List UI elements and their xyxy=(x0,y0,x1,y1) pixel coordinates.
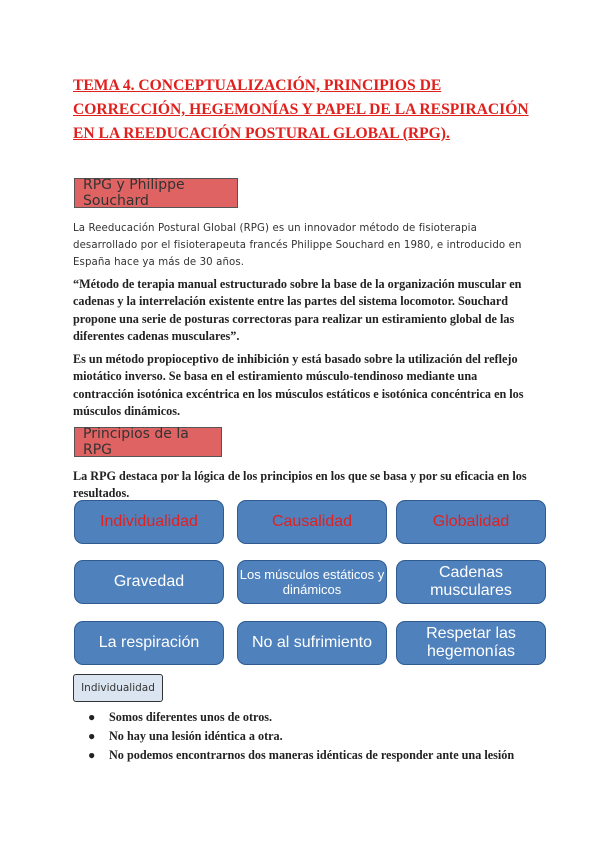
intro-paragraph: La Reeducación Postural Global (RPG) es un innovador método de fisioterapia desarrollado por el fisioterapeuta francés Philippe Souchard en 1980, e introducido en España hace ya más de 30 años. xyxy=(73,223,522,268)
subsection-heading-individualidad: Individualidad xyxy=(73,674,163,702)
document-title: TEMA 4. CONCEPTUALIZACIÓN, PRINCIPIOS DE CORRECCIÓN, HEGEMONÍAS Y PAPEL DE LA RESPIRACIÓN EN LA REEDUCACIÓN POSTURAL GLOBAL (RPG). xyxy=(73,77,529,142)
principles-intro: La RPG destaca por la lógica de los principios en los que se basa y por su eficacia en los resultados. xyxy=(73,469,527,501)
principle-card-individualidad: Individualidad xyxy=(74,500,224,544)
principle-card-respiracion: La respiración xyxy=(74,621,224,665)
bullet-icon: ● xyxy=(88,710,96,724)
list-item xyxy=(88,746,514,765)
principle-card-globalidad: Globalidad xyxy=(396,500,546,544)
bullet-icon: ● xyxy=(88,729,96,743)
section-heading-principios: Principios de la RPG xyxy=(74,427,222,457)
principle-card-sufrimiento: No al sufrimiento xyxy=(237,621,387,665)
principle-card-cadenas: Cadenas musculares xyxy=(396,560,546,604)
principle-card-gravedad: Gravedad xyxy=(74,560,224,604)
list-item xyxy=(88,708,514,727)
section-heading-rpg-souchard: RPG y Philippe Souchard xyxy=(74,178,238,208)
bullet-text: No podemos encontrarnos dos maneras idénticas de responder ante una lesión xyxy=(109,748,515,762)
definition-quote: “Método de terapia manual estructurado sobre la base de la organización muscular en cadenas y la interrelación existente entre las partes del sistema locomotor. Souchard propone una serie de posturas correctoras para realizar un estiramiento global de las diferentes cadenas musculares”. xyxy=(73,277,522,343)
method-paragraph: Es un método propioceptivo de inhibición y está basado sobre la utilización del reflejo miotático inverso. Se basa en el estiramiento músculo-tendinoso mediante una contracción isotónica excéntrica en los músculos estáticos e isotónica concéntrica en los músculos dinámicos. xyxy=(73,352,524,418)
individualidad-bullet-list xyxy=(88,708,514,765)
bullet-text: No hay una lesión idéntica a otra. xyxy=(109,729,283,743)
principle-card-hegemonias: Respetar las hegemonías xyxy=(396,621,546,665)
principle-card-causalidad: Causalidad xyxy=(237,500,387,544)
bullet-icon: ● xyxy=(88,748,96,762)
principle-card-musculos: Los músculos estáticos y dinámicos xyxy=(237,560,387,604)
list-item xyxy=(88,727,514,746)
bullet-text: Somos diferentes unos de otros. xyxy=(109,710,273,724)
